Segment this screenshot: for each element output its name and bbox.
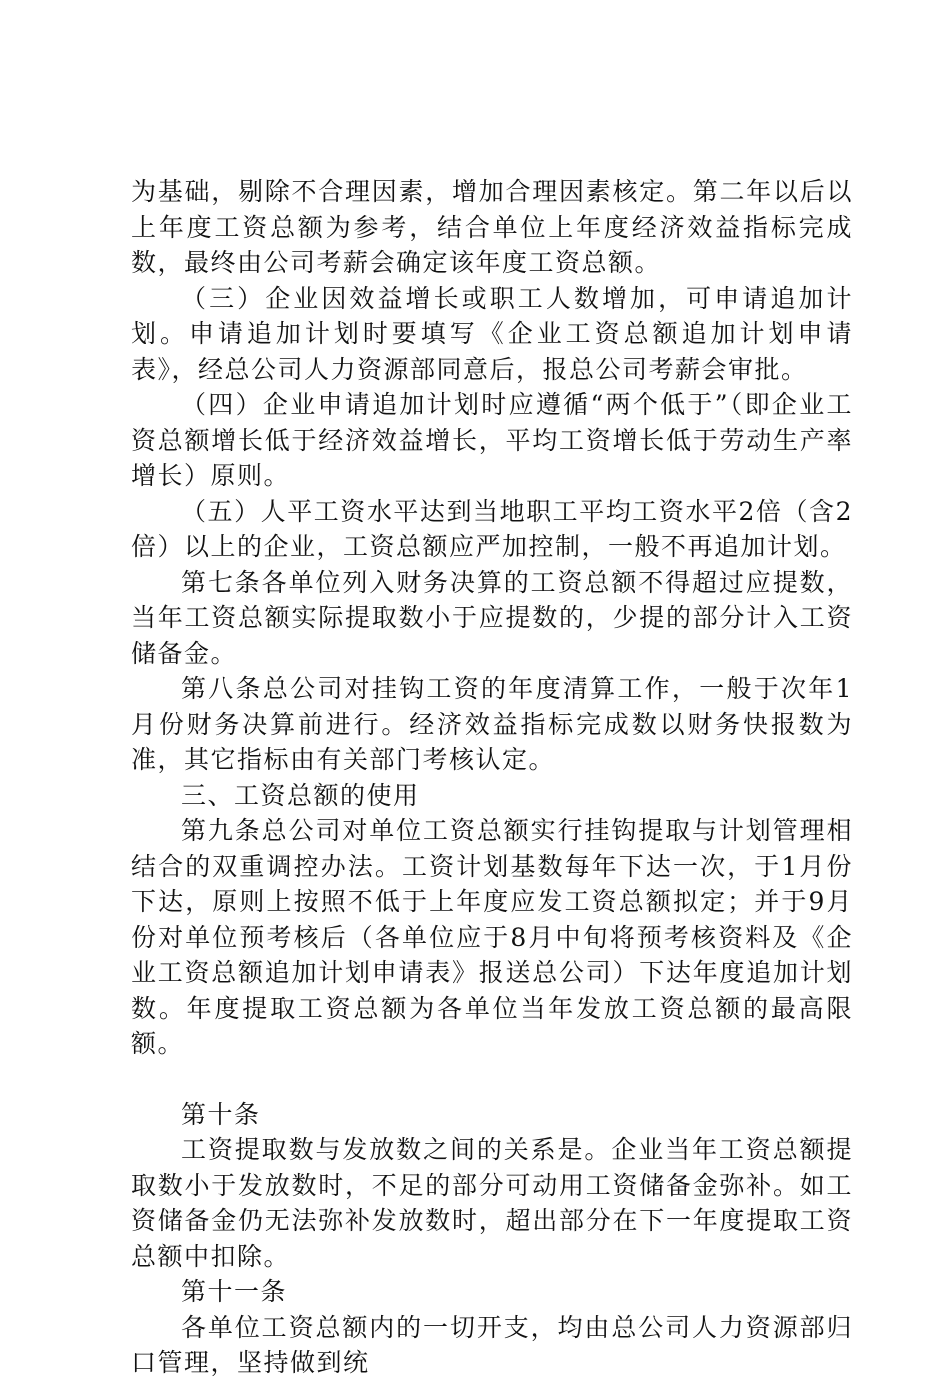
paragraph-article-9: 第九条总公司对单位工资总额实行挂钩提取与计划管理相结合的双重调控办法。工资计划基数每年下达一次，于1月份下达，原则上按照不低于上年度应发工资总额拟定；并于9月份对单位预考核后（各单位应于8月中旬将预考核资料及《企业工资总额追加计划申请表》报送总公司）下达年度追加计划数。年度提取工资总额为各单位当年发放工资总额的最高限额。 (131, 816, 853, 1058)
paragraph-article-10: 工资提取数与发放数之间的关系是。企业当年工资总额提取数小于发放数时，不足的部分可动用工资储备金弥补。如工资储备金仍无法弥补发放数时，超出部分在下一年度提取工资总额中扣除。 (131, 1135, 853, 1271)
document-body (131, 174, 853, 1381)
paragraph-basis: 为基础，剔除不合理因素，增加合理因素核定。第二年以后以上年度工资总额为参考，结合单位上年度经济效益指标完成数，最终由公司考薪会确定该年度工资总额。 (131, 177, 853, 277)
paragraph-article-7: 第七条各单位列入财务决算的工资总额不得超过应提数，当年工资总额实际提取数小于应提数的，少提的部分计入工资储备金。 (131, 567, 853, 668)
section-heading-3: 三、工资总额的使用 (181, 780, 420, 810)
paragraph-item-3: （三）企业因效益增长或职工人数增加，可申请追加计划。申请追加计划时要填写《企业工资总额追加计划申请表》，经总公司人力资源部同意后，报总公司考薪会审批。 (131, 283, 853, 384)
paragraph-item-5: （五）人平工资水平达到当地职工平均工资水平2倍（含2倍）以上的企业，工资总额应严加控制，一般不再追加计划。 (131, 496, 853, 561)
paragraph-article-11: 各单位工资总额内的一切开支，均由总公司人力资源部归口管理，坚持做到统 (131, 1312, 853, 1377)
paragraph-spacer (131, 1062, 853, 1097)
paragraph-item-4: （四）企业申请追加计划时应遵循“两个低于”（即企业工资总额增长低于经济效益增长，平均工资增长低于劳动生产率增长）原则。 (131, 390, 853, 490)
article-11-heading: 第十一条 (181, 1277, 288, 1306)
article-10-heading: 第十条 (181, 1099, 261, 1129)
paragraph-article-8: 第八条总公司对挂钩工资的年度清算工作，一般于次年1月份财务决算前进行。经济效益指标完成数以财务快报数为准，其它指标由有关部门考核认定。 (131, 674, 853, 774)
